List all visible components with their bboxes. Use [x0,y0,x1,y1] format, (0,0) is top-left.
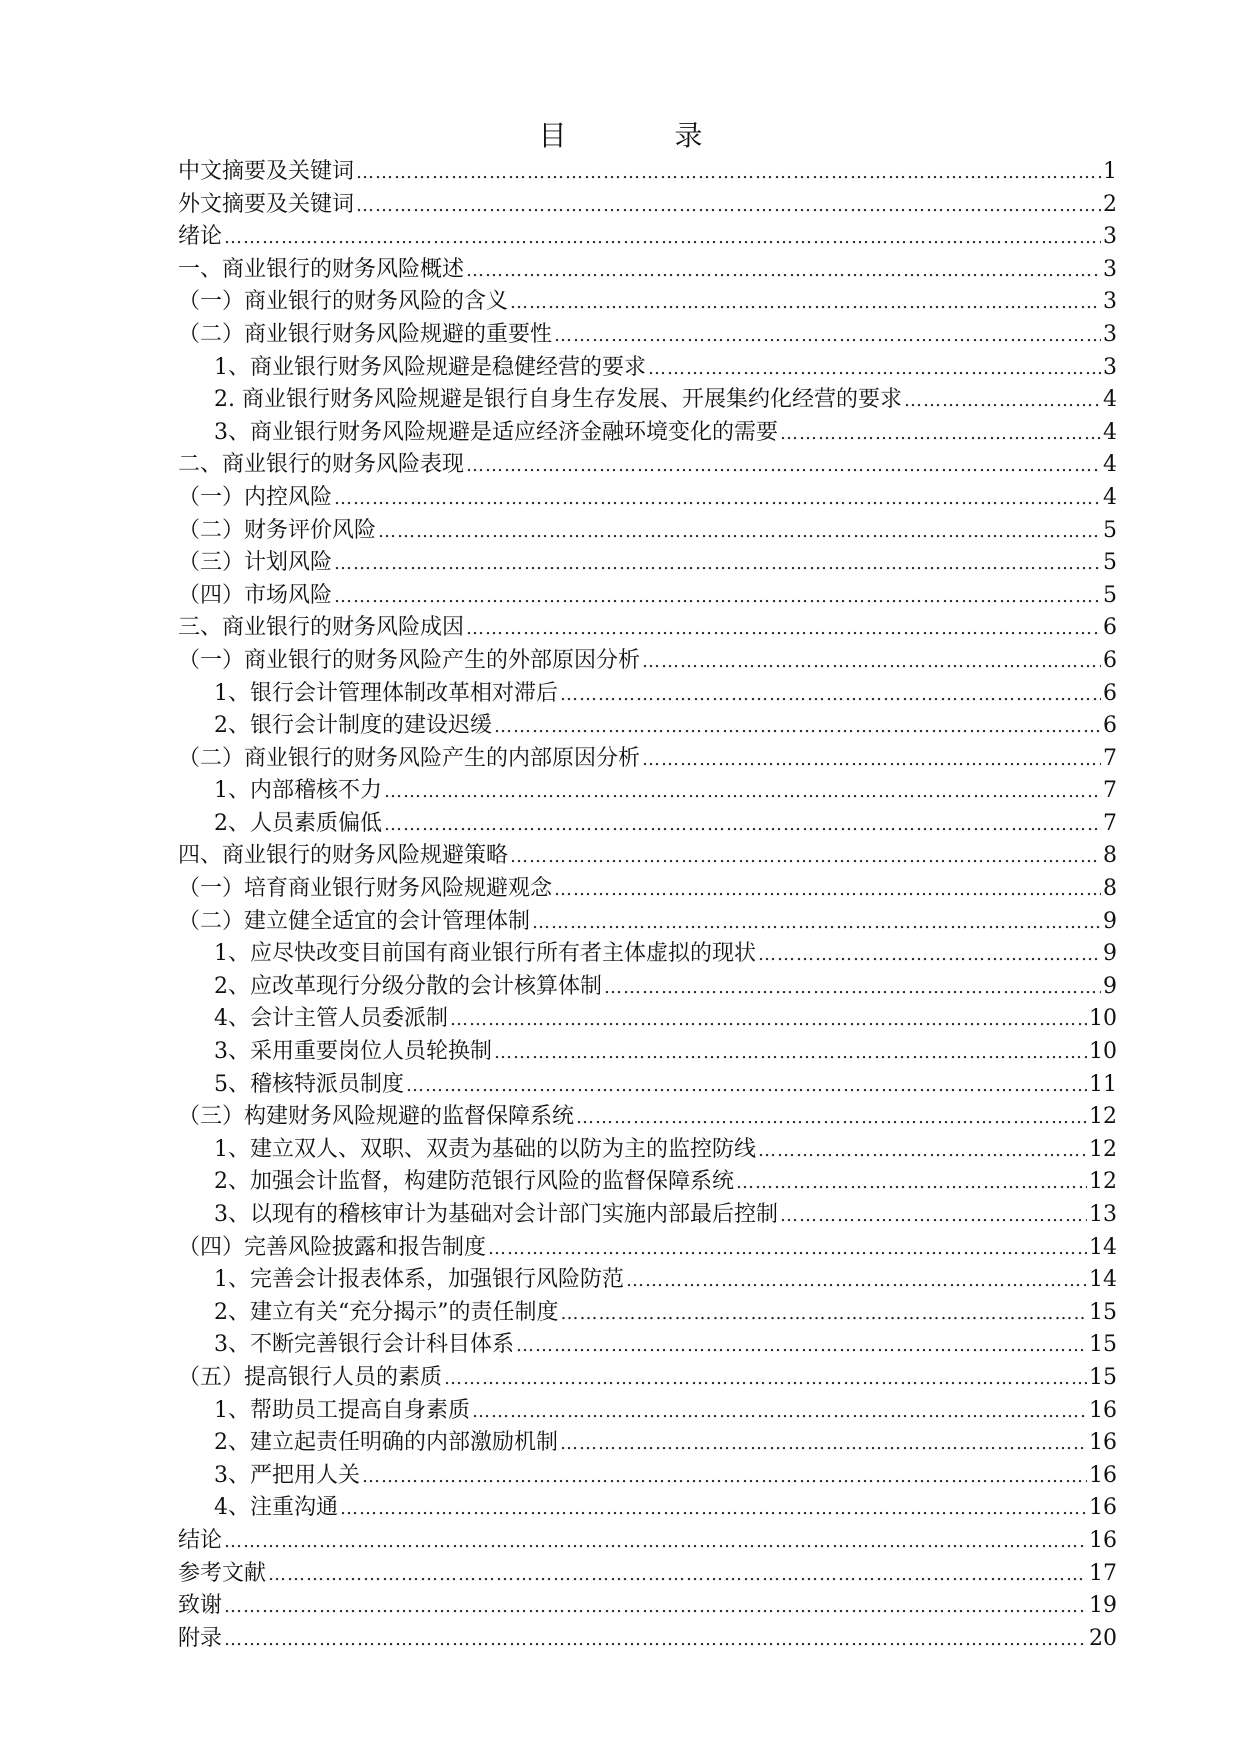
toc-page-number: 3 [1103,321,1117,347]
toc-entry[interactable] [178,1166,1117,1199]
toc-entry[interactable] [178,1395,1117,1428]
toc-entry-text: （四）完善风险披露和报告制度 [178,1234,487,1260]
toc-entry[interactable] [178,1623,1117,1656]
toc-leader-dots [224,1526,1087,1559]
toc-page-number: 3 [1103,256,1117,282]
toc-page-number: 12 [1089,1169,1117,1195]
toc-page-number: 8 [1103,876,1117,902]
toc-leader-dots [780,1200,1087,1233]
toc-leader-dots [561,1298,1088,1331]
toc-leader-dots [224,1591,1087,1624]
toc-entry[interactable] [178,710,1117,743]
toc-entry-text: 1、应尽快改变目前国有商业银行所有者主体虚拟的现状 [214,941,756,967]
toc-entry-text: 2、建立起责任明确的内部激励机制 [214,1430,558,1456]
toc-entry-text: 4、注重沟通 [214,1495,338,1521]
toc-entry[interactable] [178,286,1117,319]
toc-page-number: 17 [1089,1560,1117,1586]
toc-page-number: 16 [1089,1495,1117,1521]
toc-entry[interactable] [178,417,1117,450]
toc-entry-text: （二）建立健全适宜的会计管理体制 [178,908,531,934]
toc-page-number: 3 [1103,289,1117,315]
toc-page-number: 6 [1103,680,1117,706]
toc-leader-dots [554,874,1101,907]
toc-leader-dots [444,1363,1087,1396]
toc-leader-dots [516,1330,1087,1363]
toc-page-number: 4 [1103,484,1117,510]
toc-entry-text: 3、严把用人关 [214,1462,360,1488]
toc-entry-text: 2、人员素质偏低 [214,810,382,836]
toc-entry-text: 参考文献 [178,1560,267,1586]
toc-page-number: 12 [1089,1104,1117,1130]
toc-leader-dots [224,1624,1087,1657]
toc-page-number: 14 [1089,1267,1117,1293]
toc-entry-text: （一）培育商业银行财务风险规避观念 [178,876,553,902]
toc-entry[interactable] [178,743,1117,776]
toc-page-number: 20 [1089,1625,1117,1651]
toc-page-number: 19 [1089,1593,1117,1619]
toc-leader-dots [334,548,1101,581]
toc-page-number: 6 [1103,647,1117,673]
toc-entry[interactable] [178,319,1117,352]
toc-entry[interactable] [178,547,1117,580]
toc-leader-dots [554,320,1101,353]
toc-entry[interactable] [178,1232,1117,1265]
toc-entry-text: 1、帮助员工提高自身素质 [214,1397,470,1423]
toc-page-number: 5 [1103,582,1117,608]
toc-page-number: 5 [1103,517,1117,543]
toc-leader-dots [356,190,1101,223]
toc-entry-text: 1、建立双人、双职、双责为基础的以防为主的监控防线 [214,1136,756,1162]
toc-entry-text: 3、采用重要岗位人员轮换制 [214,1039,492,1065]
toc-entry-text: （二）财务评价风险 [178,517,377,543]
toc-leader-dots [494,711,1101,744]
toc-entry-text: 1、内部稽核不力 [214,778,382,804]
toc-leader-dots [466,450,1101,483]
toc-entry-text: 结论 [178,1527,223,1553]
toc-entry-text: 2、建立有关“充分揭示”的责任制度 [214,1299,559,1325]
toc-page-number: 16 [1089,1430,1117,1456]
toc-leader-dots [780,418,1101,451]
toc-leader-dots [758,939,1101,972]
toc-leader-dots [758,1135,1087,1168]
toc-entry[interactable] [178,221,1117,254]
toc-entry[interactable] [178,612,1117,645]
toc-entry-text: 3、以现有的稽核审计为基础对会计部门实施内部最后控制 [214,1202,778,1227]
toc-entry-text: 四、商业银行的财务风险规避策略 [178,843,509,869]
toc-leader-dots [356,157,1101,190]
toc-leader-dots [642,744,1101,777]
toc-entry-text: （三）构建财务风险规避的监督保障系统 [178,1104,575,1130]
toc-leader-dots [224,222,1101,255]
toc-entry-text: 2、银行会计制度的建设迟缓 [214,713,492,739]
toc-entry[interactable] [178,1069,1117,1102]
toc-entry-text: 二、商业银行的财务风险表现 [178,452,465,478]
toc-entry[interactable] [178,156,1117,189]
toc-page-number: 1 [1103,159,1117,184]
toc-page-number: 4 [1103,419,1117,445]
toc-entry[interactable] [178,1362,1117,1395]
toc-entry[interactable] [178,873,1117,906]
toc-entry[interactable] [178,515,1117,548]
toc-leader-dots [406,1070,1087,1103]
toc-entry[interactable] [178,1590,1117,1623]
toc-page-number: 15 [1089,1332,1117,1358]
toc-entry[interactable] [178,1264,1117,1297]
toc-entry[interactable] [178,1460,1117,1493]
toc-entry[interactable] [178,352,1117,385]
toc-entry-text: 2、加强会计监督，构建防范银行风险的监督保障系统 [214,1169,734,1195]
toc-entry[interactable] [178,775,1117,808]
toc-page-number: 9 [1103,941,1117,967]
toc-page-number: 9 [1103,908,1117,934]
toc-leader-dots [450,1004,1087,1037]
toc-entry-text: 3、商业银行财务风险规避是适应经济金融环境变化的需要 [214,419,778,445]
toc-page-number: 7 [1103,810,1117,836]
toc-entry-text: （三）计划风险 [178,550,333,576]
toc-page-number: 8 [1103,843,1117,869]
toc-entry-text: （二）商业银行的财务风险产生的内部原因分析 [178,745,641,771]
toc-page-number: 4 [1103,452,1117,478]
toc-entry-text: 2、应改革现行分级分散的会计核算体制 [214,973,602,999]
toc-page-number: 3 [1103,224,1117,250]
toc-page-number: 7 [1103,745,1117,771]
toc-entry-text: 1、银行会计管理体制改革相对滞后 [214,680,558,706]
toc-page-number: 7 [1103,778,1117,804]
toc-page-number: 16 [1089,1397,1117,1423]
toc-leader-dots [604,972,1101,1005]
toc-leader-dots [560,1428,1087,1461]
toc-leader-dots [466,613,1101,646]
toc-entry[interactable] [178,1101,1117,1134]
toc-leader-dots [488,1233,1087,1266]
toc-entry[interactable] [178,1036,1117,1069]
toc-entry[interactable] [178,482,1117,515]
toc-entry[interactable] [178,449,1117,482]
toc-leader-dots [648,353,1101,386]
toc-entry-text: （一）商业银行的财务风险产生的外部原因分析 [178,647,641,673]
toc-leader-dots [362,1461,1087,1494]
toc-entry-text: （五）提高银行人员的素质 [178,1364,443,1390]
toc-page-number: 16 [1089,1527,1117,1553]
toc-title: 目 录 [538,119,743,152]
toc-entry[interactable] [178,254,1117,287]
toc-entry[interactable] [178,1134,1117,1167]
toc-entry-text: （一）内控风险 [178,484,333,510]
toc-entry-text: 中文摘要及关键词 [178,159,355,184]
toc-entry[interactable] [178,1427,1117,1460]
toc-entry[interactable] [178,1329,1117,1362]
toc-leader-dots [494,1037,1087,1070]
toc-entry[interactable] [178,1003,1117,1036]
toc-page-number: 15 [1089,1364,1117,1390]
toc-entry[interactable] [178,1558,1117,1591]
toc-entry-text: 2. 商业银行财务风险规避是银行自身生存发展、开展集约化经营的要求 [214,387,902,413]
toc-leader-dots [384,809,1101,842]
toc-page-number: 11 [1089,1071,1117,1097]
toc-entry[interactable] [178,840,1117,873]
toc-entry-text: 4、会计主管人员委派制 [214,1006,448,1032]
toc-leader-dots [384,776,1101,809]
toc-entry[interactable] [178,189,1117,222]
toc-leader-dots [378,516,1101,549]
toc-page-number: 4 [1103,387,1117,413]
toc-entry-text: 附录 [178,1625,223,1651]
toc-leader-dots [560,679,1101,712]
toc-entry[interactable] [178,1199,1117,1232]
toc-leader-dots [642,646,1101,679]
toc-entry-text: 5、稽核特派员制度 [214,1071,404,1097]
toc-list [178,156,1117,1655]
toc-leader-dots [626,1265,1087,1298]
toc-leader-dots [472,1396,1087,1429]
toc-leader-dots [340,1493,1087,1526]
toc-entry[interactable] [178,906,1117,939]
toc-entry-text: 一、商业银行的财务风险概述 [178,256,465,282]
toc-entry-text: 1、商业银行财务风险规避是稳健经营的要求 [214,354,646,380]
toc-entry[interactable] [178,1492,1117,1525]
toc-leader-dots [268,1559,1087,1592]
toc-entry-text: 三、商业银行的财务风险成因 [178,615,465,641]
toc-leader-dots [334,483,1101,516]
toc-entry[interactable] [178,678,1117,711]
toc-entry-text: 致谢 [178,1593,223,1619]
toc-leader-dots [510,287,1101,320]
toc-page-number: 13 [1089,1202,1117,1227]
toc-leader-dots [334,581,1101,614]
toc-page-number: 14 [1089,1234,1117,1260]
toc-entry[interactable] [178,580,1117,613]
toc-entry[interactable] [178,384,1117,417]
toc-entry-text: 1、完善会计报表体系，加强银行风险防范 [214,1267,624,1293]
toc-entry[interactable] [178,971,1117,1004]
toc-leader-dots [904,385,1101,418]
toc-page-number: 3 [1103,354,1117,380]
toc-entry-text: 绪论 [178,224,223,250]
toc-page-number: 9 [1103,973,1117,999]
toc-page-number: 15 [1089,1299,1117,1325]
toc-page-number: 6 [1103,713,1117,739]
toc-entry[interactable] [178,645,1117,678]
toc-entry[interactable] [178,808,1117,841]
toc-entry-text: （二）商业银行财务风险规避的重要性 [178,321,553,347]
toc-page-number: 10 [1089,1039,1117,1065]
toc-page-number: 10 [1089,1006,1117,1032]
toc-page-number: 12 [1089,1136,1117,1162]
toc-entry[interactable] [178,938,1117,971]
toc-leader-dots [510,841,1101,874]
toc-page-number: 2 [1103,191,1117,217]
toc-page-number: 5 [1103,550,1117,576]
toc-leader-dots [736,1167,1087,1200]
toc-entry-text: 外文摘要及关键词 [178,191,355,217]
toc-entry-text: （一）商业银行的财务风险的含义 [178,289,509,315]
toc-entry-text: （四）市场风险 [178,582,333,608]
toc-leader-dots [466,255,1101,288]
toc-page-number: 6 [1103,615,1117,641]
toc-entry[interactable] [178,1297,1117,1330]
toc-entry-text: 3、不断完善银行会计科目体系 [214,1332,514,1358]
toc-leader-dots [576,1102,1087,1135]
toc-entry[interactable] [178,1525,1117,1558]
toc-leader-dots [532,907,1101,940]
toc-page-number: 16 [1089,1462,1117,1488]
